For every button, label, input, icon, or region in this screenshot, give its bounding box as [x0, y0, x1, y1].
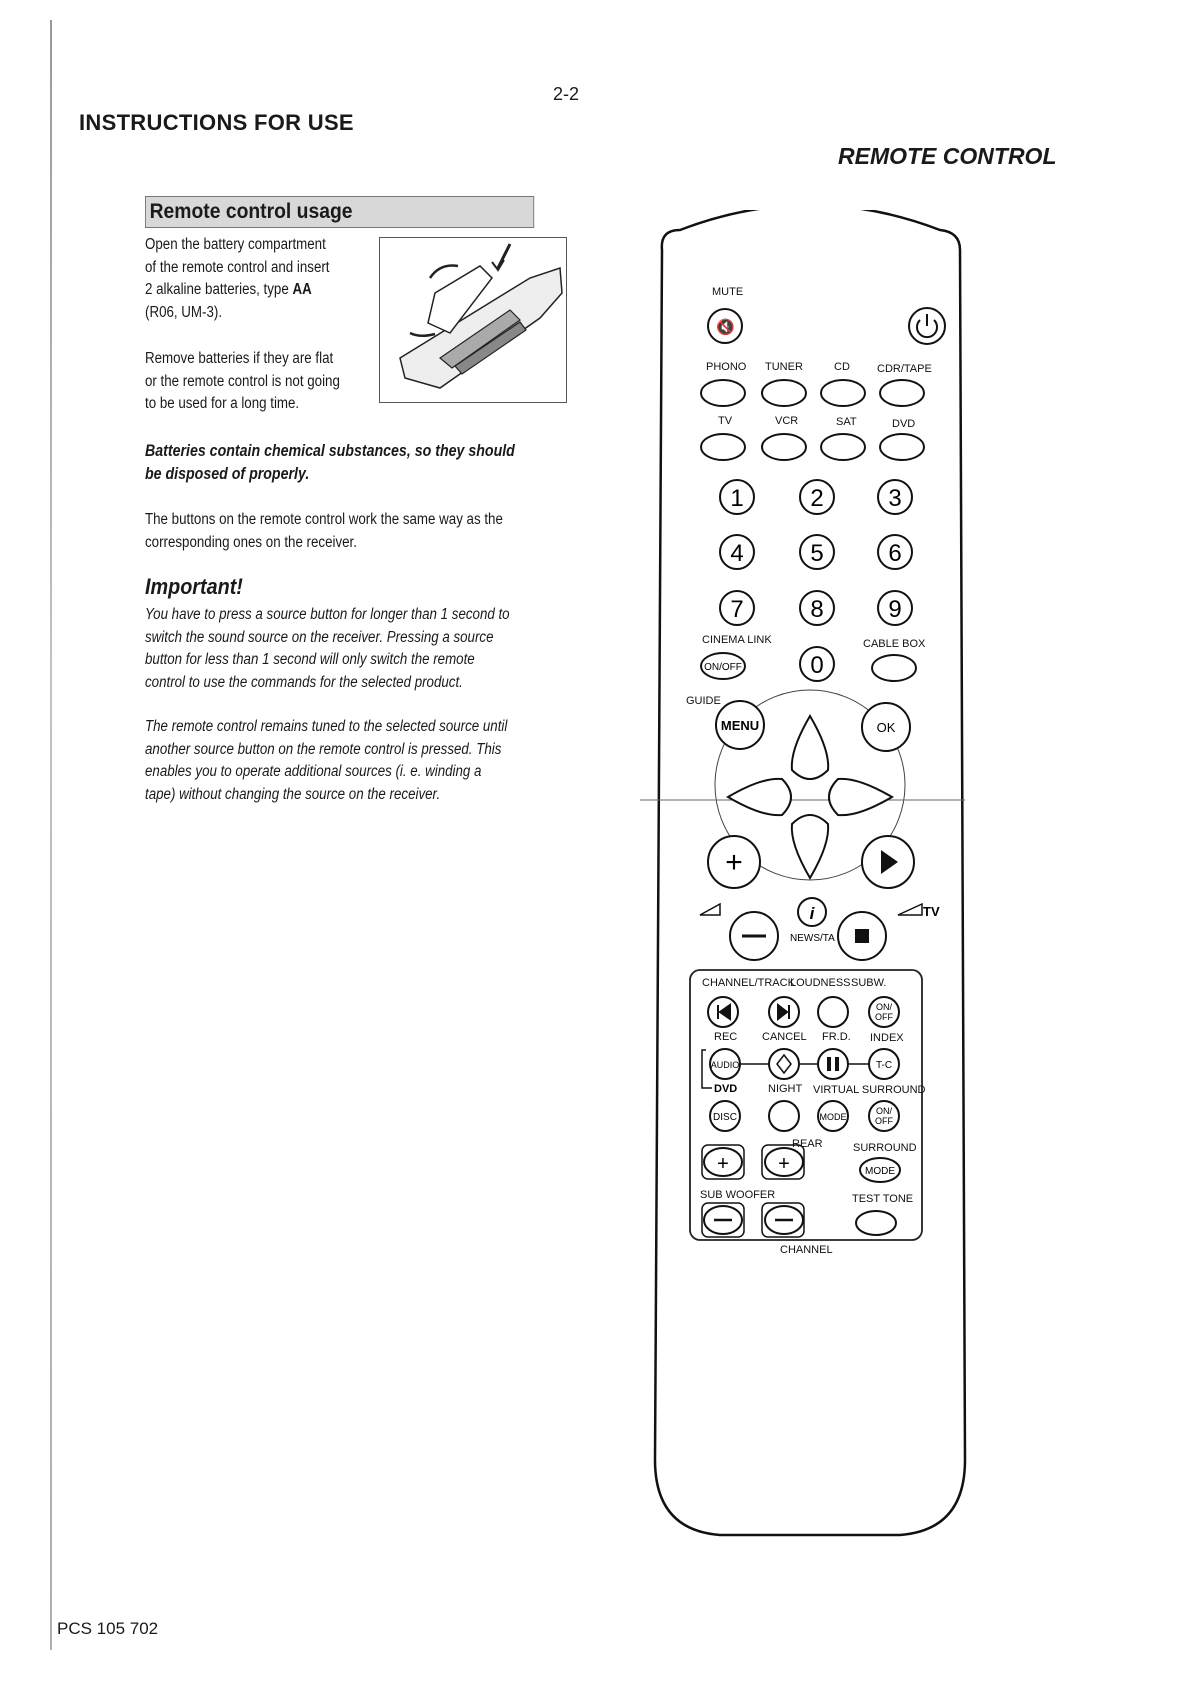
buttons-note: The buttons on the remote control work the same way as the corresponding ones on the receiver.	[145, 511, 503, 551]
battery-illustration	[379, 237, 567, 403]
surround-on-label: ON/	[875, 1106, 893, 1116]
on-off-label: ON/OFF	[704, 662, 742, 673]
subw-on-label: ON/	[875, 1002, 893, 1012]
virtual-surround-label: VIRTUAL SURROUND	[813, 1084, 926, 1096]
cd-button	[821, 380, 865, 406]
digit-8-label: 8	[810, 596, 824, 623]
loudness-button	[818, 997, 848, 1027]
tuner-button	[762, 380, 806, 406]
rec-label: REC	[714, 1031, 738, 1043]
tv-button	[701, 434, 745, 460]
digit-6-label: 6	[888, 540, 902, 567]
battery-compartment-icon	[380, 238, 566, 402]
rear-label: REAR	[792, 1138, 823, 1150]
digit-3-label: 3	[888, 485, 902, 512]
ok-label: OK	[876, 720, 896, 735]
mute-icon: 🔇	[716, 319, 735, 336]
cinema-link-label: CINEMA LINK	[702, 634, 772, 646]
surround-off-label: OFF	[875, 1116, 893, 1126]
dvd-label: DVD	[714, 1083, 738, 1095]
surround-mode-label: MODE	[865, 1166, 895, 1177]
cancel-label: CANCEL	[762, 1031, 807, 1043]
battery-instructions: Open the battery compartment of the remote control and insert 2 alkaline batteries, type AA (R06, UM-3).	[145, 236, 330, 321]
document-code: PCS 105 702	[57, 1619, 159, 1638]
subw-off-label: OFF	[875, 1012, 893, 1022]
virtual-mode-label: MODE	[819, 1112, 847, 1122]
subw-label: SUBW.	[851, 977, 887, 989]
tuner-label: TUNER	[765, 361, 803, 373]
page-title: INSTRUCTIONS FOR USE	[79, 110, 354, 135]
pause-icon	[827, 1057, 831, 1071]
plus-icon: +	[725, 846, 743, 879]
important-text: You have to press a source button for longer than 1 second to switch the sound source on the receiver. Pressing a source button for less than 1 second will only switch the remote control to use the commands for the selected product.	[145, 606, 510, 691]
dvd-source-label: DVD	[892, 418, 916, 430]
surround-label: SURROUND	[853, 1142, 917, 1154]
section-heading: REMOTE CONTROL	[838, 143, 1057, 169]
rear-plus-icon: +	[778, 1153, 790, 1175]
tv-label: TV	[718, 415, 733, 427]
section-title: Remote control usage	[145, 196, 534, 228]
digit-2-label: 2	[810, 485, 824, 512]
sub-woofer-label: SUB WOOFER	[700, 1189, 776, 1201]
digit-7-label: 7	[730, 596, 744, 623]
digit-9-label: 9	[888, 596, 902, 623]
sat-button	[821, 434, 865, 460]
cdr-tape-button	[880, 380, 924, 406]
tv-volume-label: TV	[923, 904, 940, 919]
night-button	[769, 1101, 799, 1131]
night-label: NIGHT	[768, 1083, 803, 1095]
cancel-button	[769, 1049, 799, 1079]
info-icon: i	[809, 904, 815, 923]
audio-label: AUDIO	[710, 1060, 740, 1070]
pause-button	[818, 1049, 848, 1079]
binder-edge	[50, 20, 52, 1650]
tc-label: T-C	[875, 1060, 893, 1071]
disc-label: DISC	[713, 1112, 737, 1123]
tuned-source-text: The remote control remains tuned to the selected source until another source button on the remote control is pressed. This enables you to operate additional sources (i. e. winding a tape) without changing the source on the receiver.	[145, 718, 508, 803]
channel-track-label: CHANNEL/TRACK	[702, 977, 795, 989]
digit-5-label: 5	[810, 540, 824, 567]
test-tone-button	[856, 1211, 896, 1235]
frd-label: FR.D.	[822, 1031, 851, 1043]
loudness-label: LOUDNESS	[790, 977, 851, 989]
digit-0-label: 0	[810, 652, 824, 679]
menu-label: MENU	[720, 718, 760, 733]
news-ta-label: NEWS/TA	[790, 933, 835, 944]
channel-label: CHANNEL	[780, 1244, 833, 1256]
phono-button	[701, 380, 745, 406]
remove-batteries-text: Remove batteries if they are flat or the remote control is not going to be used for a long time.	[145, 350, 340, 412]
index-label: INDEX	[870, 1032, 904, 1044]
remote-control-illustration	[640, 210, 980, 1540]
test-tone-label: TEST TONE	[852, 1193, 914, 1205]
cdr-tape-label: CDR/TAPE	[877, 363, 932, 375]
sub-woofer-plus-icon: +	[717, 1153, 729, 1175]
vcr-button	[762, 434, 806, 460]
sat-label: SAT	[836, 416, 857, 428]
cable-box-button	[872, 655, 916, 681]
digit-4-label: 4	[730, 540, 744, 567]
dvd-source-button	[880, 434, 924, 460]
phono-label: PHONO	[706, 361, 747, 373]
cd-label: CD	[834, 361, 850, 373]
cable-box-label: CABLE BOX	[863, 638, 926, 650]
page-number: 2-2	[553, 84, 580, 104]
stop-icon	[855, 929, 869, 943]
digit-1-label: 1	[730, 485, 744, 512]
vcr-label: VCR	[775, 415, 799, 427]
mute-label: MUTE	[712, 286, 744, 298]
important-heading: Important!	[145, 574, 243, 599]
battery-warning: Batteries contain chemical substances, so they should be disposed of properly.	[145, 442, 515, 483]
guide-label: GUIDE	[686, 695, 721, 707]
